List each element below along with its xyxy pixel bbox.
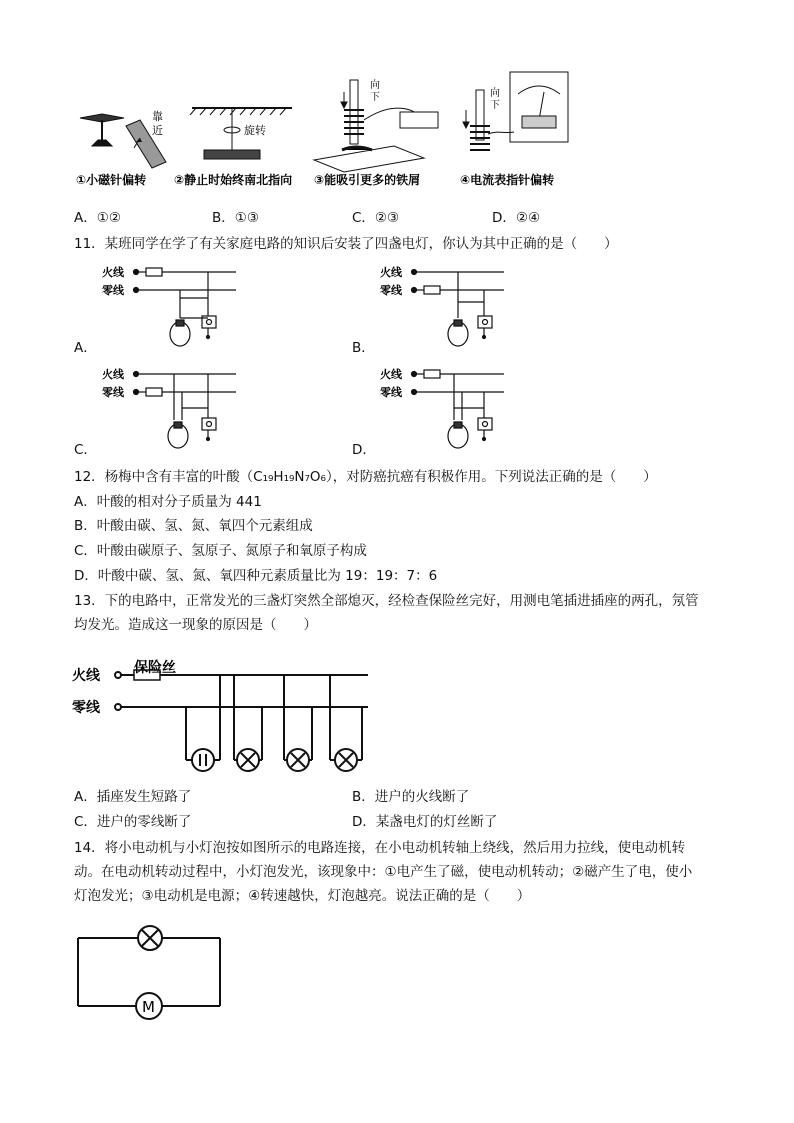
- fig2-caption: ②静止时始终南北指向: [174, 173, 293, 187]
- q13-option-d[interactable]: D．某盏电灯的灯丝断了: [352, 814, 498, 830]
- q10-option-a[interactable]: A．①②: [74, 210, 121, 226]
- q14-stem-line3: 灯泡发光；③电动机是电源；④转速越快，灯泡越亮。说法正确的是（ ）: [74, 888, 531, 904]
- q11-option-c[interactable]: C．: [74, 442, 97, 458]
- fig1-mark-1: 靠: [152, 110, 163, 123]
- q11c-neutral-label: 零线: [102, 386, 124, 399]
- fig4-ammeter: [510, 72, 568, 142]
- q13-option-c[interactable]: C．进户的零线断了: [74, 814, 192, 830]
- q11-circuit-a-drawing: [96, 262, 246, 354]
- q11d-neutral-label: 零线: [380, 386, 402, 399]
- q14-circuit-drawing: [76, 922, 226, 1022]
- q13-circuit: [72, 648, 372, 780]
- q10-option-c[interactable]: C．②③: [352, 210, 400, 226]
- q12-option-b[interactable]: B．叶酸由碳、氢、氮、氧四个元素组成: [74, 518, 313, 534]
- fig4-mark-2: 下: [490, 100, 500, 111]
- q10-figure: [74, 60, 594, 190]
- q10-option-b[interactable]: B．①③: [212, 210, 259, 226]
- fig4-coil: [463, 90, 514, 150]
- q12-option-a[interactable]: A．叶酸的相对分子质量为 441: [74, 494, 262, 510]
- q11a-live-label: 火线: [102, 266, 124, 279]
- fig3-mark-2: 下: [370, 92, 380, 103]
- q11-circuit-c-drawing: [96, 364, 246, 456]
- q13-fuse-label: 保险丝: [134, 660, 176, 676]
- q14-motor-label: M: [142, 998, 155, 1016]
- q14-stem-line2: 动。在电动机转动过程中，小灯泡发光，该现象中：①电产生了磁，使电动机转动；②磁产生了电，使小: [74, 864, 693, 880]
- q12-option-d[interactable]: D．叶酸中碳、氢、氮、氧四种元素质量比为 19：19：7：6: [74, 568, 438, 584]
- q11-circuit-b: [374, 262, 524, 354]
- q11-circuit-c: [96, 364, 246, 456]
- q11-option-b[interactable]: B．: [352, 340, 375, 356]
- q13-neutral-label: 零线: [72, 700, 100, 716]
- fig1-caption: ①小磁针偏转: [76, 173, 147, 187]
- fig1-mark-2: 近: [152, 124, 163, 137]
- q11b-live-label: 火线: [380, 266, 402, 279]
- q14-stem-line1: 14．将小电动机与小灯泡按如图所示的电路连接，在小电动机转轴上绕线，然后用力拉线，使电动机转: [74, 840, 686, 856]
- q13-stem-line2: 均发光。造成这一现象的原因是（ ）: [74, 617, 317, 633]
- q12-option-c[interactable]: C．叶酸由碳原子、氢原子、氮原子和氧原子构成: [74, 543, 367, 559]
- q14-circuit: [76, 922, 226, 1022]
- q13-stem-line1: 13．下的电路中，正常发光的三盏灯突然全部熄灭，经检查保险丝完好，用测电笔插进插座的两孔，氖管: [74, 593, 699, 609]
- fig3-mark: 向: [370, 80, 380, 91]
- fig3-caption: ③能吸引更多的铁屑: [314, 173, 421, 187]
- q11-option-a[interactable]: A．: [74, 340, 97, 356]
- q10-figure-drawing: [74, 60, 594, 190]
- q11c-live-label: 火线: [102, 368, 124, 381]
- q11-circuit-d: [374, 364, 524, 456]
- q11-option-d[interactable]: D．: [352, 442, 376, 458]
- fig1-compass: [80, 114, 124, 146]
- q11d-live-label: 火线: [380, 368, 402, 381]
- q12-stem: 12．杨梅中含有丰富的叶酸（C₁₉H₁₉N₇O₆），对防癌抗癌有积极作用。下列说法正确的是（ ）: [74, 469, 657, 485]
- q11a-neutral-label: 零线: [102, 284, 124, 297]
- q13-circuit-drawing: [72, 648, 372, 780]
- fig2-ceiling: [190, 108, 292, 152]
- fig2-mark: 旋转: [244, 124, 266, 137]
- q11-circuit-a: [96, 262, 246, 354]
- q11b-neutral-label: 零线: [380, 284, 402, 297]
- q13-option-b[interactable]: B．进户的火线断了: [352, 789, 470, 805]
- fig4-caption: ④电流表指针偏转: [460, 173, 555, 187]
- q10-option-d[interactable]: D．②④: [492, 210, 541, 226]
- fig4-mark: 向: [490, 88, 500, 99]
- q13-live-label: 火线: [72, 668, 100, 684]
- fig2-magnet-bar: [204, 150, 260, 159]
- q11-circuit-d-drawing: [374, 364, 524, 456]
- q11-circuit-b-drawing: [374, 262, 524, 354]
- q13-option-a[interactable]: A．插座发生短路了: [74, 789, 192, 805]
- q11-stem: 11．某班同学在学了有关家庭电路的知识后安装了四盏电灯，你认为其中正确的是（ ）: [74, 236, 618, 252]
- q13-socket: [192, 749, 214, 771]
